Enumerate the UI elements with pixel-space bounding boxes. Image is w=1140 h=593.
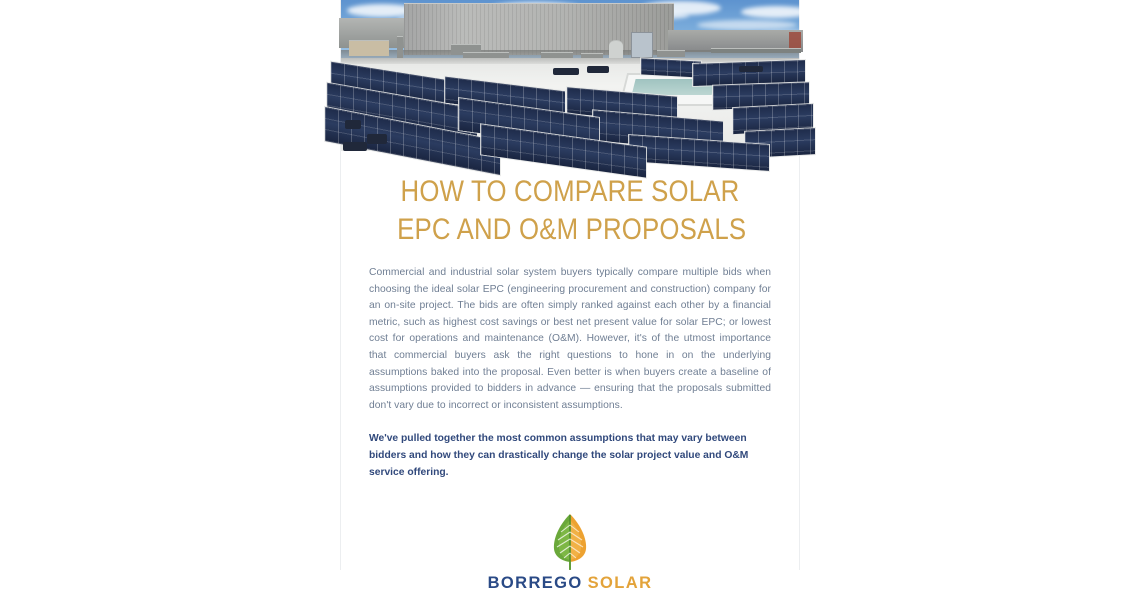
document-body	[341, 151, 799, 593]
highlight-paragraph: We've pulled together the most common assumptions that may vary between bidders and how they can drastically change the solar project value and O&M service offering.	[369, 433, 749, 478]
photo-racking-foot	[553, 68, 579, 75]
page-title-line-1: HOW TO COMPARE SOLAR	[400, 175, 740, 208]
photo-cloud	[741, 6, 811, 18]
photo-rooftop-unit	[609, 40, 623, 58]
photo-racking-foot	[345, 120, 361, 129]
photo-racking-foot	[367, 134, 387, 144]
page-title-line-2: EPC AND O&M PROPOSALS	[397, 213, 747, 246]
logo-word-solar: SOLAR	[587, 574, 653, 593]
photo-rooftop-unit	[349, 40, 389, 56]
photo-rooftop-unit	[397, 36, 403, 58]
photo-cloud	[697, 20, 797, 30]
photo-rooftop-unit	[581, 53, 603, 58]
photo-racking-foot	[587, 66, 609, 73]
document-page	[340, 0, 800, 593]
logo-wordmark	[488, 574, 653, 593]
leaf-icon	[539, 511, 601, 571]
photo-racking-foot	[343, 142, 367, 151]
intro-paragraph: Commercial and industrial solar system buyers typically compare multiple bids when choosing the ideal solar EPC (engineering procurement and construction) company for an on-site project. The bids are often simply ranked against each other by a financial metric, such as highest cost savings or best net present value for solar EPC; or lowest cost for operations and maintenance (O&M). However, it's of the utmost importance that commercial buyers ask the right questions to hone in on the underlying assumptions baked into the proposal. Even better is when buyers create a baseline of assumptions provided to bidders in advance — ensuring that the proposals submitted don't vary due to incorrect or inconsistent assumptions.	[369, 267, 771, 411]
logo-word-borrego: BORREGO	[487, 574, 583, 593]
photo-rooftop-unit	[711, 48, 801, 53]
photo-rooftop-unit	[463, 52, 509, 58]
photo-rooftop-unit	[631, 32, 653, 58]
borrego-solar-logo	[369, 511, 771, 593]
photo-rooftop-unit	[657, 50, 685, 57]
photo-rooftop-unit	[541, 52, 573, 58]
photo-racking-foot	[739, 66, 763, 72]
photo-solar-panel-row	[641, 58, 701, 77]
hero-solar-photo	[341, 0, 799, 151]
